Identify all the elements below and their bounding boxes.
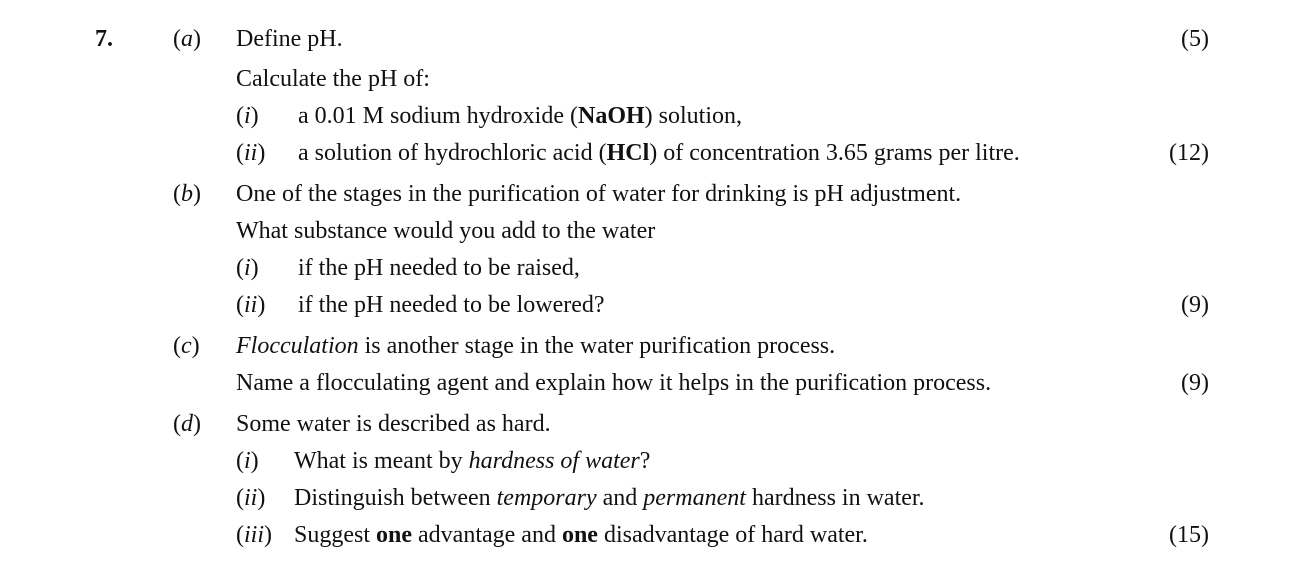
- part-a-define-text: Define pH.: [236, 26, 343, 52]
- hardness-of-water-term: hardness of water: [468, 448, 640, 474]
- part-c-line-1: [0, 329, 1316, 363]
- permanent-term: permanent: [643, 485, 746, 511]
- part-b-sub-i-text: if the pH needed to be raised,: [298, 255, 580, 281]
- part-d-sub-i-text: What is meant by hardness of water?: [294, 448, 651, 474]
- part-c-marks: (9): [1181, 370, 1209, 396]
- part-label-a: (a): [173, 26, 201, 52]
- part-d-sub-iii-number: (iii): [236, 522, 273, 548]
- part-d-marks: (15): [1169, 522, 1209, 548]
- part-label-d: (d): [173, 411, 201, 437]
- question-7-part-a-line-1: [0, 22, 1316, 56]
- part-b-sub-i-line: [0, 251, 1316, 285]
- part-b-sub-ii-line: [0, 288, 1316, 322]
- part-label-b: (b): [173, 181, 201, 207]
- part-a-calc-intro: Calculate the pH of:: [236, 66, 430, 92]
- part-d-line-1: [0, 407, 1316, 441]
- part-a-sub-i-text: a 0.01 M sodium hydroxide (NaOH) solution,: [298, 103, 742, 129]
- part-a-sub-i-number: (i): [236, 103, 259, 129]
- part-a-sub-ii-line: [0, 136, 1316, 170]
- part-b-line-1: [0, 177, 1316, 211]
- part-a-calc-marks: (12): [1169, 140, 1209, 166]
- part-a-sub-i-line: [0, 99, 1316, 133]
- part-a-sub-ii-number: (ii): [236, 140, 266, 166]
- part-c-line-2: [0, 366, 1316, 400]
- one-emphasis-2: one: [561, 522, 598, 548]
- temporary-term: temporary: [496, 485, 597, 511]
- part-b-sub-ii-text: if the pH needed to be lowered?: [298, 292, 605, 318]
- part-a-calc-intro-line: [0, 62, 1316, 96]
- part-d-sub-iii-line: [0, 518, 1316, 552]
- part-a-define-marks: (5): [1181, 26, 1209, 52]
- part-b-line-2: [0, 214, 1316, 248]
- part-c-text-2: Name a flocculating agent and explain how it helps in the purification process.: [236, 370, 992, 396]
- part-d-sub-iii-text: Suggest one advantage and one disadvantage of hard water.: [294, 522, 868, 548]
- part-d-sub-i-line: [0, 444, 1316, 478]
- flocculation-term: Flocculation: [236, 333, 359, 359]
- question-number: 7.: [95, 26, 113, 52]
- part-d-sub-ii-text: Distinguish between temporary and permanent hardness in water.: [294, 485, 925, 511]
- part-b-text-2: What substance would you add to the water: [236, 218, 656, 244]
- hcl-formula: HCl: [606, 140, 650, 166]
- part-label-c: (c): [173, 333, 200, 359]
- part-b-marks: (9): [1181, 292, 1209, 318]
- part-a-sub-ii-text: a solution of hydrochloric acid (HCl) of concentration 3.65 grams per litre.: [298, 140, 1020, 166]
- part-d-sub-ii-line: [0, 481, 1316, 515]
- part-d-sub-i-number: (i): [236, 448, 259, 474]
- part-d-text-1: Some water is described as hard.: [236, 411, 551, 437]
- part-b-sub-i-number: (i): [236, 255, 259, 281]
- part-b-sub-ii-number: (ii): [236, 292, 266, 318]
- one-emphasis-1: one: [376, 522, 413, 548]
- part-c-text-1: Flocculation is another stage in the water purification process.: [236, 333, 836, 359]
- part-d-sub-ii-number: (ii): [236, 485, 266, 511]
- part-b-text-1: One of the stages in the purification of water for drinking is pH adjustment.: [236, 181, 962, 207]
- naoh-formula: NaOH: [577, 103, 645, 129]
